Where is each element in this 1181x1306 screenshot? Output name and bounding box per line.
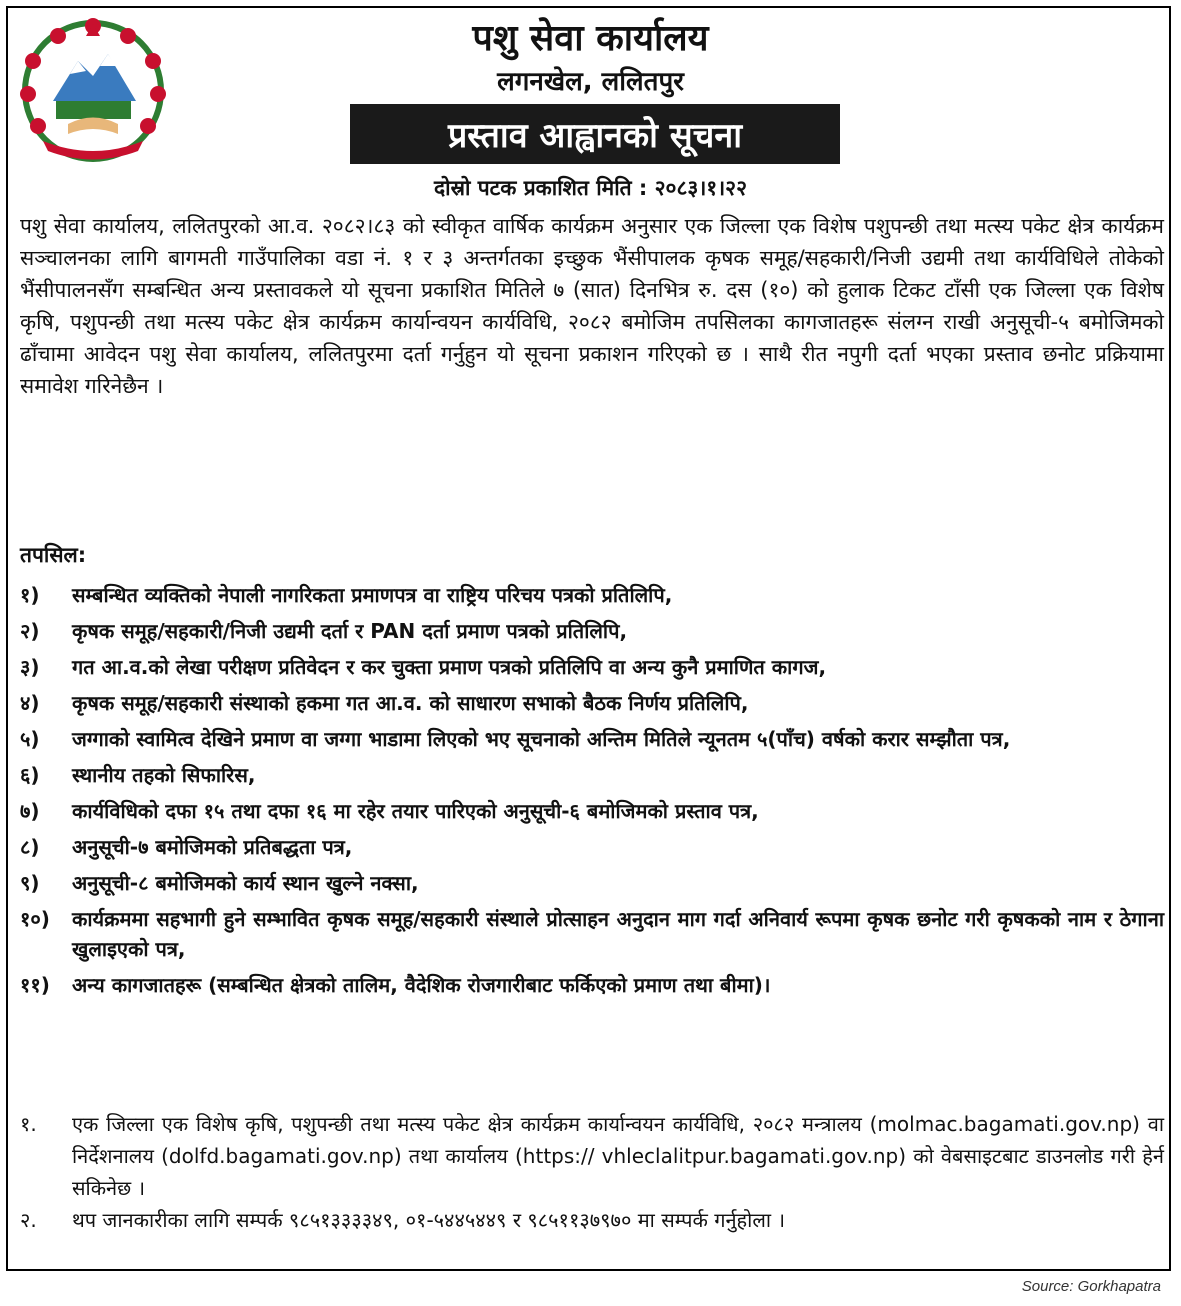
list-item [20, 724, 1164, 754]
item-number: १) [20, 583, 40, 607]
item-number: ७) [20, 799, 40, 823]
item-text: अनुसूची-८ बमोजिमको कार्य स्थान खुल्ने नक्सा, [72, 871, 419, 895]
item-text: जग्गाको स्वामित्व देखिने प्रमाण वा जग्गा भाडामा लिएको भए सूचनाको अन्तिम मितिले न्यूनतम ५(पाँच) वर्षको करार सम्झौता पत्र, [72, 727, 1011, 751]
tapsil-heading: तपसिल: [20, 543, 87, 567]
list-item [20, 580, 1164, 610]
note-text: एक जिल्ला एक विशेष कृषि, पशुपन्छी तथा मत्स्य पकेट क्षेत्र कार्यक्रम कार्यान्वयन कार्यविधि, २०८२ मन्त्रालय (molmac.bagamati.gov.np) वा निर्देशनालय (dolfd.bagamati.gov.np) तथा कार्यालय (https:// vhleclalitpur.bagamati.gov.np) को वेबसाइटबाट डाउनलोड गरी हेर्न सकिनेछ । [72, 1112, 1164, 1200]
item-text: अन्य कागजातहरू (सम्बन्धित क्षेत्रको तालिम, वैदेशिक रोजगारीबाट फर्किएको प्रमाण तथा बीमा)। [72, 973, 771, 997]
item-text: कार्यविधिको दफा १५ तथा दफा १६ मा रहेर तयार पारिएको अनुसूची-६ बमोजिमको प्रस्ताव पत्र, [72, 799, 759, 823]
item-text: गत आ.व.को लेखा परीक्षण प्रतिवेदन र कर चुक्ता प्रमाण पत्रको प्रतिलिपि वा अन्य कुनै प्रमाणित कागज, [72, 655, 827, 679]
item-number: ४) [20, 691, 40, 715]
item-number: ६) [20, 763, 40, 787]
item-text: अनुसूची-७ बमोजिमको प्रतिबद्धता पत्र, [72, 835, 353, 859]
item-number: ९) [20, 871, 40, 895]
list-item [20, 688, 1164, 718]
item-number: १०) [20, 907, 50, 931]
list-item [20, 868, 1164, 898]
item-text: कृषक समूह/सहकारी संस्थाको हकमा गत आ.व. को साधारण सभाको बैठक निर्णय प्रतिलिपि, [72, 691, 749, 715]
item-text: सम्बन्धित व्यक्तिको नेपाली नागरिकता प्रमाणपत्र वा राष्ट्रिय परिचय पत्रको प्रतिलिपि, [72, 583, 673, 607]
item-number: २) [20, 619, 40, 643]
item-number: ११) [20, 973, 50, 997]
list-item [20, 652, 1164, 682]
note-number: १. [20, 1112, 37, 1136]
item-text: कार्यक्रममा सहभागी हुने सम्भावित कृषक समूह/सहकारी संस्थाले प्रोत्साहन अनुदान माग गर्दा अनिवार्य रूपमा कृषक छनोट गरी कृषकको नाम र ठेगाना खुलाइएको पत्र, [72, 907, 1164, 961]
note-text: थप जानकारीका लागि सम्पर्क ९८५१३३३३४९, ०१-५४४५४४९ र ९८५११३७९७० मा सम्पर्क गर्नुहोला । [72, 1208, 786, 1232]
notice-title: प्रस्ताव आह्वानको सूचना [447, 116, 743, 156]
item-text: स्थानीय तहको सिफारिस, [72, 763, 256, 787]
notes-list [20, 1108, 1164, 1236]
list-item [20, 796, 1164, 826]
list-item [20, 760, 1164, 790]
list-item [20, 970, 1164, 1000]
note-item [20, 1204, 1164, 1236]
note-number: २. [20, 1208, 37, 1232]
item-number: ३) [20, 655, 40, 679]
item-text: कृषक समूह/सहकारी/निजी उद्यमी दर्ता र PAN दर्ता प्रमाण पत्रको प्रतिलिपि, [72, 619, 628, 643]
office-address: लगनखेल, ललितपुर [497, 67, 684, 97]
publish-date: दोस्रो पटक प्रकाशित मिति : २०८३।१।२२ [434, 176, 747, 200]
source-credit: Source: Gorkhapatra [1021, 1278, 1161, 1295]
note-item [20, 1108, 1164, 1204]
item-number: ८) [20, 835, 40, 859]
list-item [20, 616, 1164, 646]
list-item [20, 832, 1164, 862]
office-name: पशु सेवा कार्यालय [472, 18, 709, 59]
list-item [20, 904, 1164, 964]
intro-paragraph: पशु सेवा कार्यालय, ललितपुरको आ.व. २०८२।८३ को स्वीकृत वार्षिक कार्यक्रम अनुसार एक जिल्ला एक विशेष पशुपन्छी तथा मत्स्य पकेट क्षेत्र कार्यक्रम सञ्चालनका लागि बागमती गाउँपालिका वडा नं. १ र ३ अन्तर्गतका इच्छुक भैंसीपालक कृषक समूह/सहकारी/निजी उद्यमी तथा कार्यविधिले तोकेको भैंसीपालनसँग सम्बन्धित अन्य प्रस्तावकले यो सूचना प्रकाशित मितिले ७ (सात) दिनभित्र रु. दस (१०) को हुलाक टिकट टाँसी एक जिल्ला एक विशेष कृषि, पशुपन्छी तथा मत्स्य पकेट क्षेत्र कार्यक्रम कार्यान्वयन कार्यविधि, २०८२ बमोजिम तपसिलका कागजातहरू संलग्न राखी अनुसूची-५ बमोजिमको ढाँचामा आवेदन पशु सेवा कार्यालय, ललितपुरमा दर्ता गर्नुहुन यो सूचना प्रकाशन गरिएको छ । साथै रीत नपुगी दर्ता भएका प्रस्ताव छनोट प्रक्रियामा समावेश गरिनेछैन । [20, 214, 1164, 398]
document-list [20, 580, 1164, 1006]
item-number: ५) [20, 727, 40, 751]
notice-title-banner [350, 104, 840, 164]
